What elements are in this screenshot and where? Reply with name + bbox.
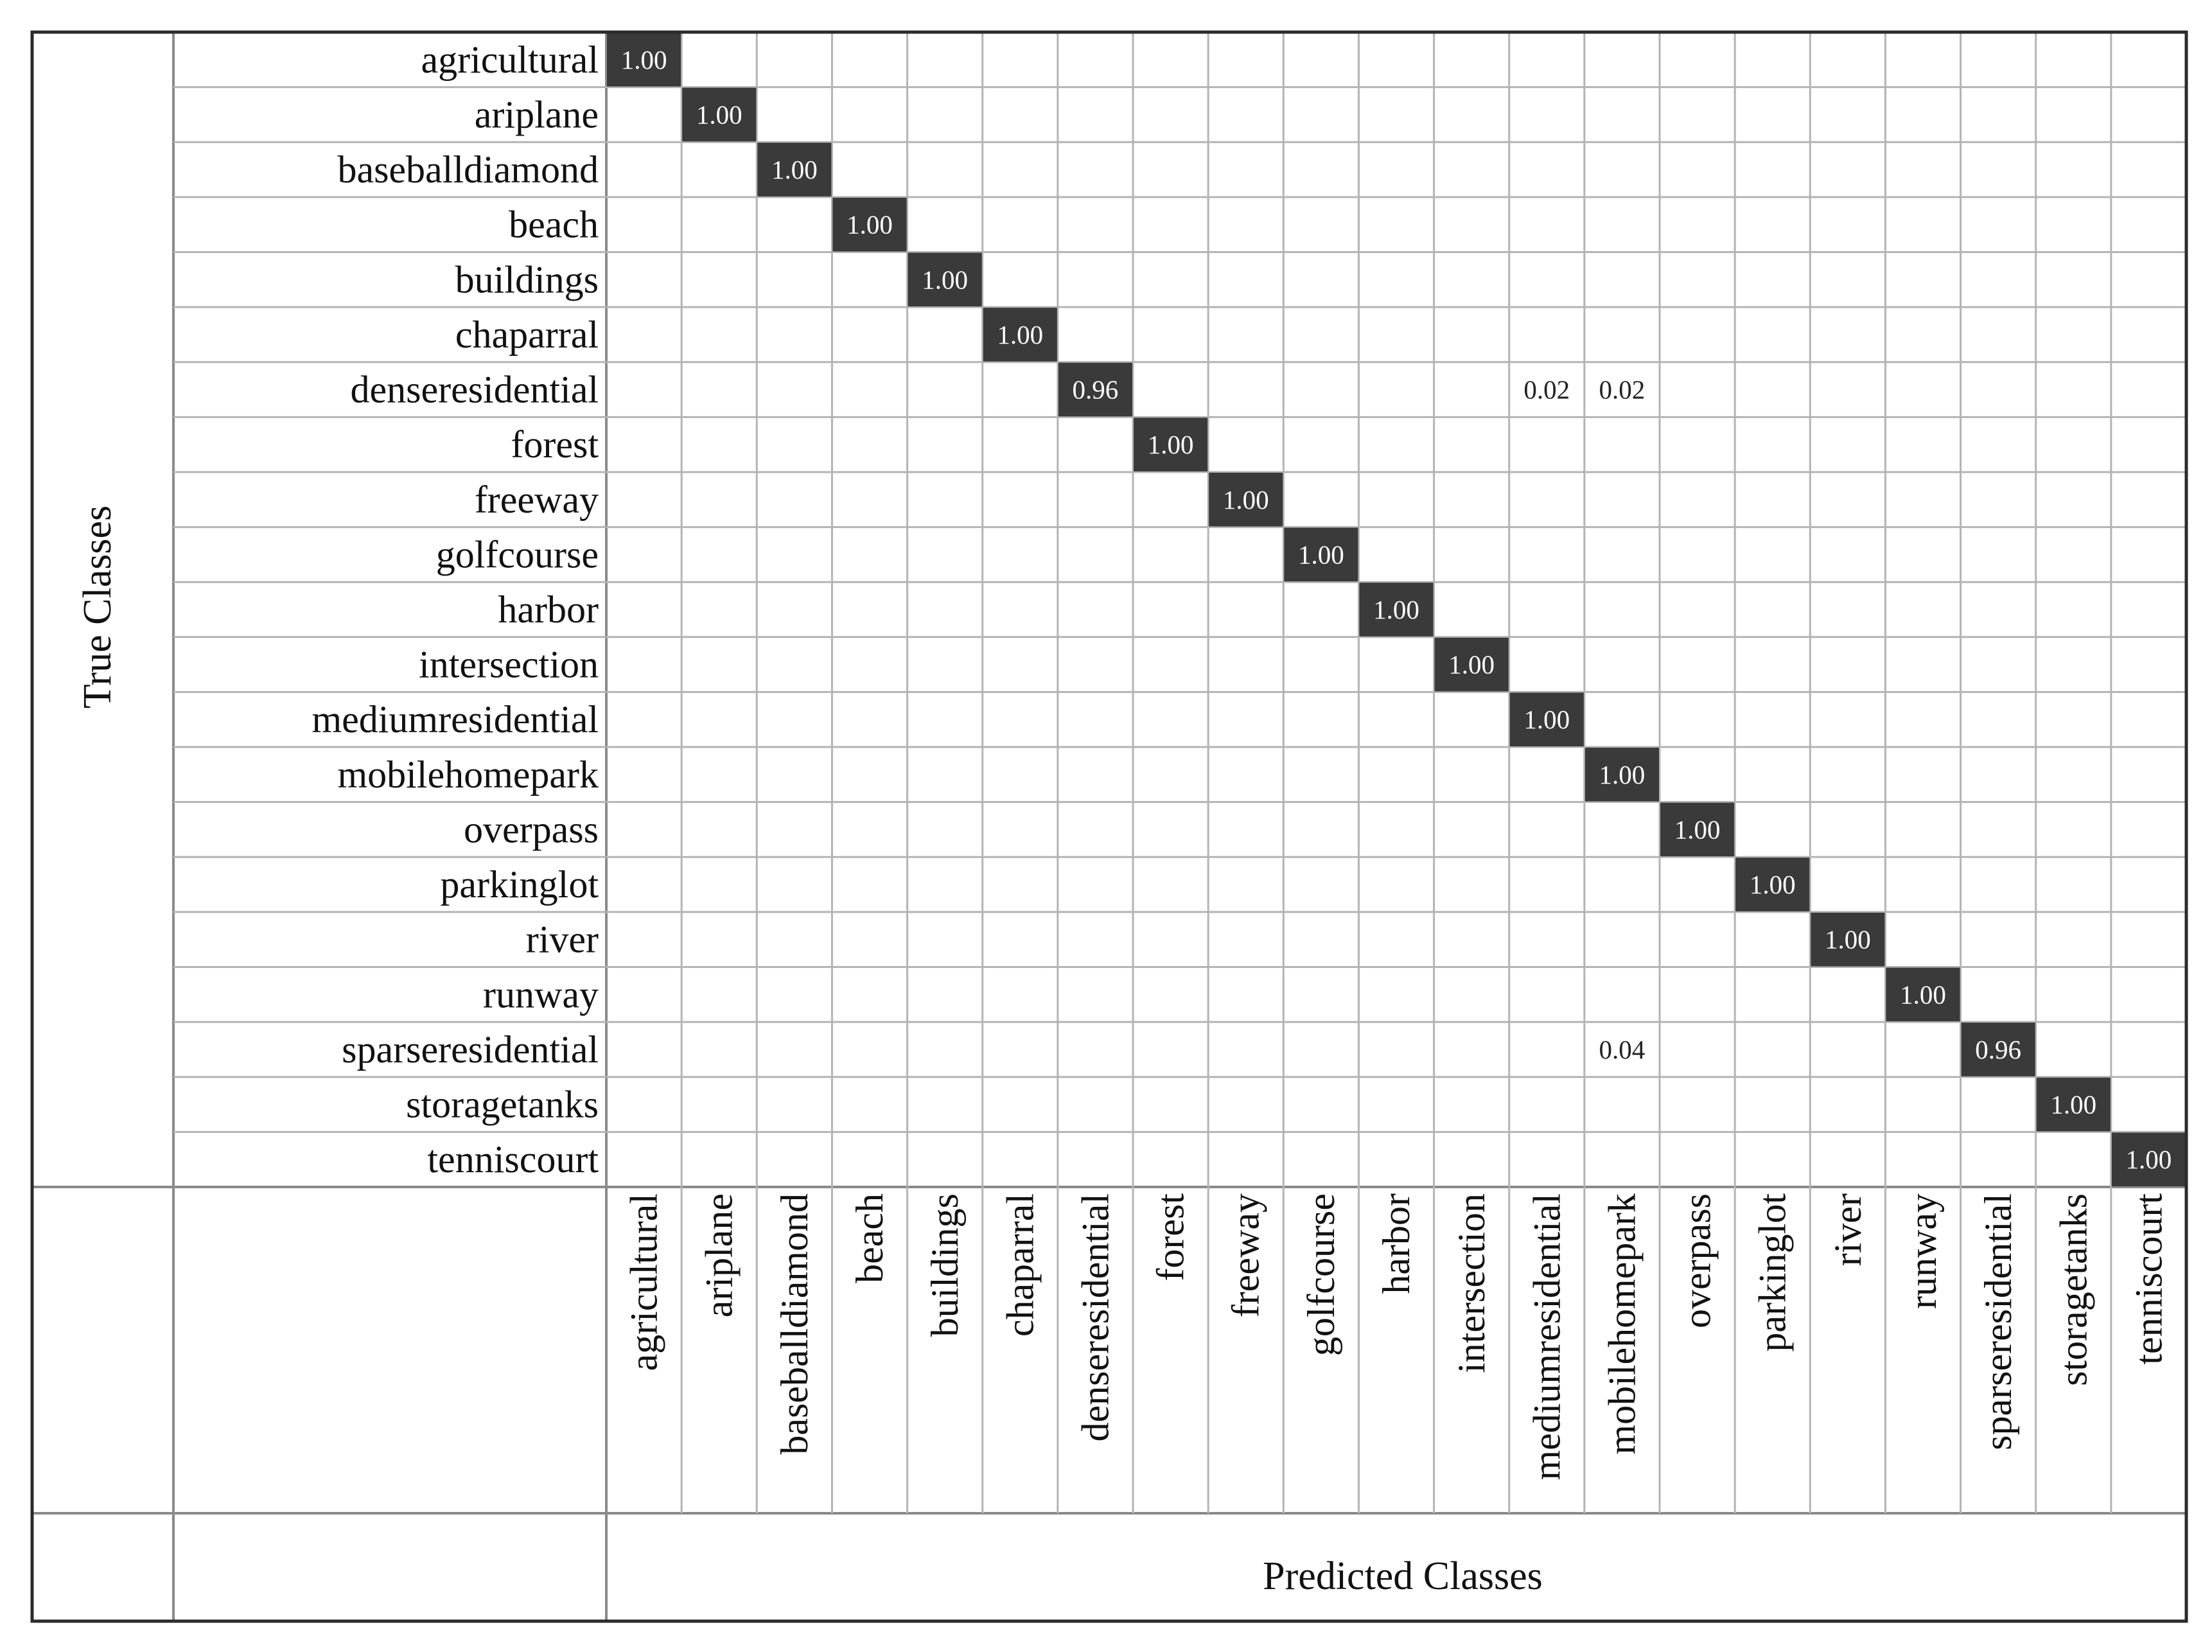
row-tick-label: harbor [498,588,599,631]
cell-value-label: 1.00 [696,100,742,130]
row-tick-label: sparseresidential [342,1028,599,1071]
column-tick-label: ariplane [698,1193,741,1318]
column-tick-label: chaparral [999,1193,1042,1337]
cell-value-label: 1.00 [620,44,667,75]
row-tick-label: chaparral [455,313,599,356]
cell-value-label: 1.00 [1448,649,1495,680]
cell-value-label: 1.00 [1523,705,1570,735]
cell-value-label: 1.00 [1297,540,1344,570]
column-tick-label: mobilehomepark [1601,1193,1644,1455]
column-tick-label: overpass [1676,1193,1719,1328]
column-tick-labels [623,1193,2170,1481]
cell-value-label: 1.00 [1674,814,1721,845]
column-tick-label: denseresidential [1074,1193,1117,1442]
cell-value-label: 1.00 [1749,870,1796,900]
column-tick-label: intersection [1450,1193,1493,1373]
column-tick-label: runway [1902,1193,1944,1309]
cell-value-label: 1.00 [1147,430,1194,460]
column-tick-label: golfcourse [1299,1193,1342,1357]
cell-value-label: 0.02 [1599,374,1646,405]
cell-value-label: 1.00 [847,209,893,240]
column-tick-label: harbor [1375,1193,1418,1294]
row-tick-label: golfcourse [435,533,599,576]
cell-value-label: 0.96 [1975,1034,2022,1064]
column-tick-label: river [1826,1193,1869,1267]
column-tick-label: mediumresidential [1525,1193,1568,1481]
row-tick-label: storagetanks [406,1083,599,1126]
cell-value-label: 1.00 [1900,980,1946,1010]
cell-value-label: 1.00 [771,155,818,185]
cell-value-label: 1.00 [1222,484,1269,514]
cell-value-label: 0.04 [1599,1034,1646,1064]
row-tick-label: beach [509,203,599,246]
row-tick-label: river [525,918,599,961]
row-tick-label: denseresidential [350,368,599,411]
row-tick-label: parkinglot [440,863,599,906]
cell-value-label: 1.00 [1599,759,1646,789]
cell-value-label: 1.00 [2125,1145,2172,1175]
row-tick-label: tenniscourt [427,1138,599,1181]
cell-value-label: 1.00 [2050,1089,2097,1120]
column-tick-label: tenniscourt [2127,1193,2170,1365]
cell-value-label: 0.96 [1072,374,1119,405]
row-tick-label: agricultural [421,38,599,81]
row-tick-label: runway [483,973,599,1016]
cell-value-label: 0.02 [1523,374,1570,405]
column-tick-label: buildings [924,1193,967,1337]
y-axis-title: True Classes [76,505,119,709]
cell-value-label: 1.00 [997,319,1044,349]
column-tick-label: baseballdiamond [773,1193,816,1455]
column-tick-label: storagetanks [2052,1193,2095,1386]
row-tick-labels [312,39,599,1181]
row-tick-label: buildings [455,258,599,301]
column-tick-label: agricultural [622,1193,665,1371]
cell-value-label: 1.00 [1824,924,1871,954]
row-tick-label: mediumresidential [312,698,599,741]
row-tick-label: overpass [464,808,599,851]
cell-value-label: 1.00 [922,265,969,295]
row-tick-label: freeway [474,478,599,521]
row-tick-label: forest [511,423,599,466]
matrix-cells [607,33,2186,1186]
row-tick-label: baseballdiamond [337,148,599,191]
column-tick-label: forest [1149,1193,1192,1281]
column-tick-label: sparseresidential [1977,1193,2020,1450]
column-tick-label: parkinglot [1751,1193,1794,1352]
row-tick-label: intersection [419,643,599,686]
column-tick-label: freeway [1224,1193,1267,1318]
row-tick-label: ariplane [474,93,599,136]
x-axis-title: Predicted Classes [1263,1554,1543,1598]
cell-value-label: 1.00 [1373,595,1419,624]
column-tick-label: beach [848,1193,891,1283]
row-tick-label: mobilehomepark [337,753,599,796]
